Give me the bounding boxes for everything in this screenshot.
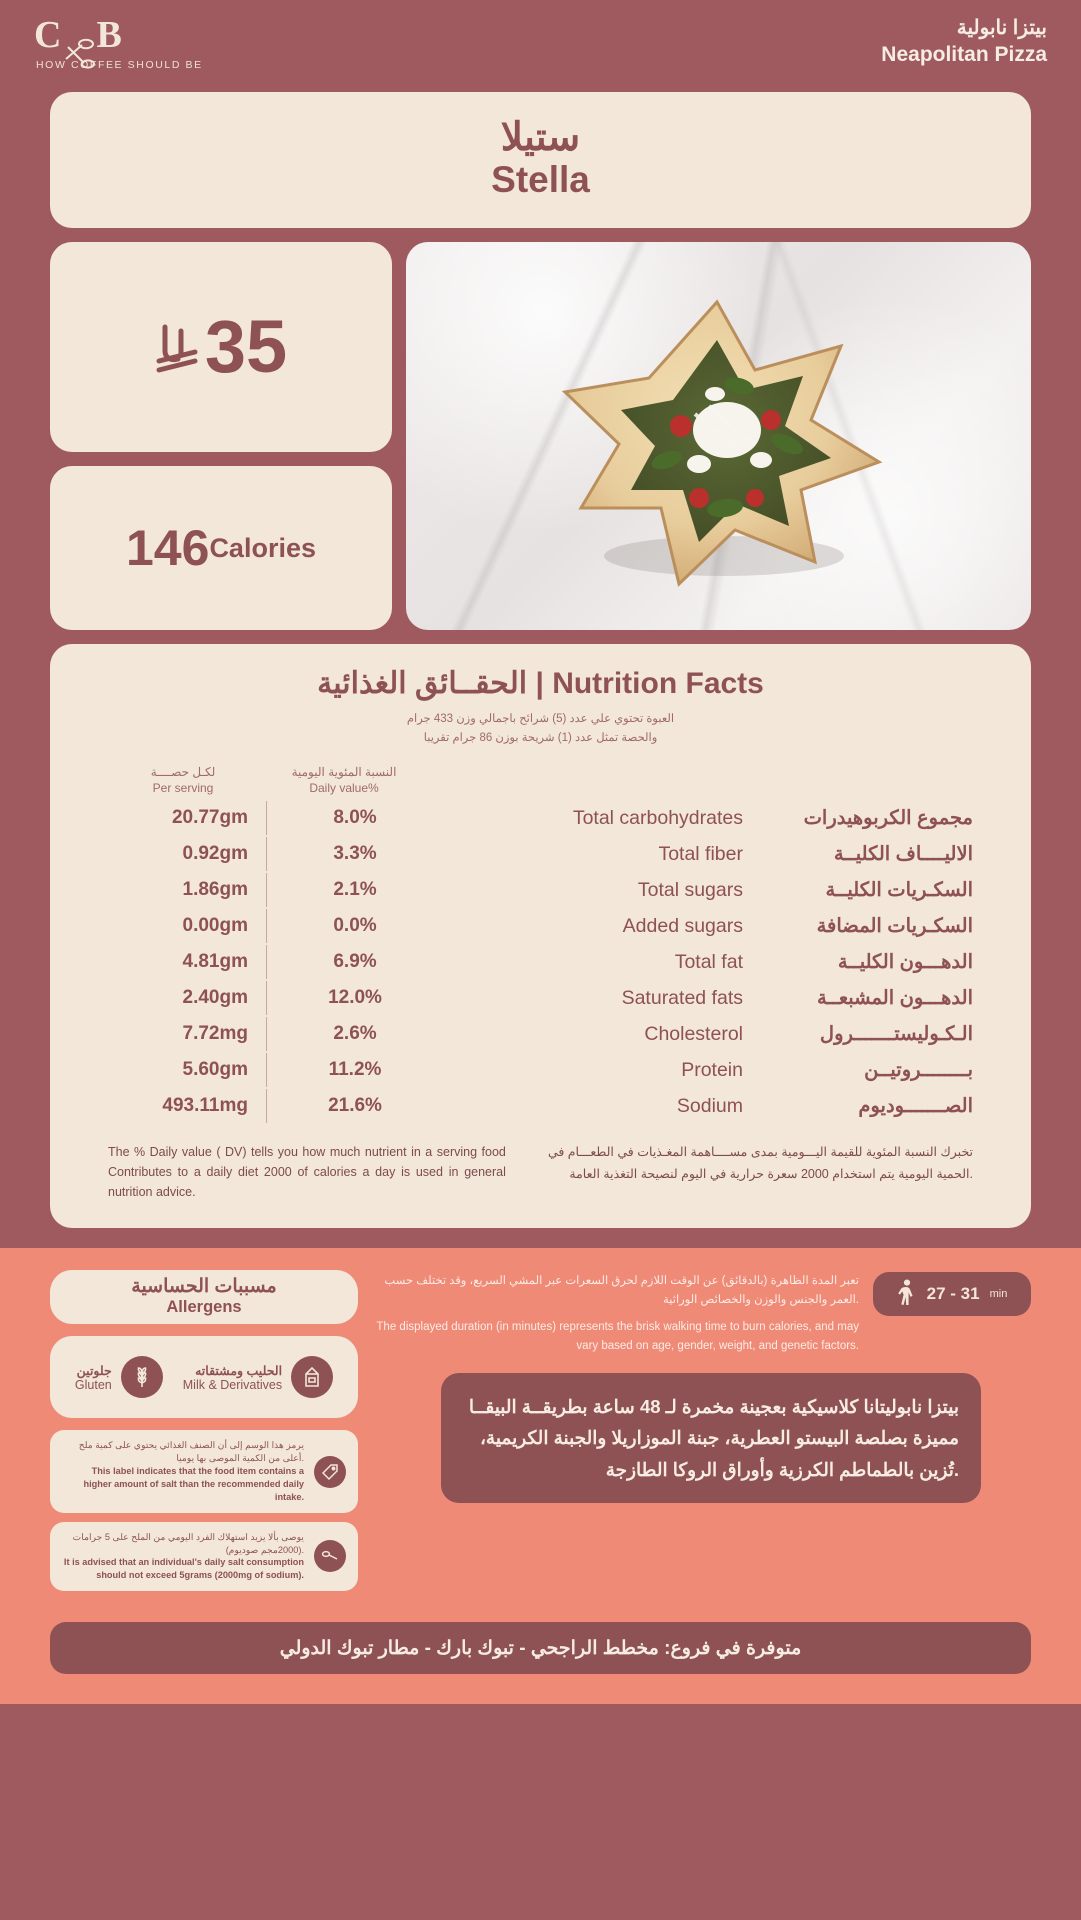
cell-nutrient-ar: الدهـــون المشبعــة — [816, 987, 973, 1010]
allergens-section — [0, 1248, 1081, 1704]
walking-person-icon — [897, 1279, 917, 1310]
column-divider — [266, 837, 267, 871]
cell-nutrient-en: Sodium — [676, 1094, 743, 1117]
cell-nutrient-en: Total fat — [674, 950, 743, 973]
allergen-gluten-en: Gluten — [74, 1377, 112, 1392]
header-per-serving — [108, 764, 258, 796]
milk-carton-icon — [291, 1356, 333, 1398]
table-row — [108, 800, 973, 836]
price-value: 35 — [204, 305, 288, 388]
cell-nutrient-ar: السكـريات المضافة — [816, 915, 973, 938]
table-row — [108, 872, 973, 908]
wheat-icon — [121, 1356, 163, 1398]
category-en: Neapolitan Pizza — [881, 42, 1047, 66]
nutrition-title-en: Nutrition Facts — [552, 667, 764, 700]
walking-row — [370, 1272, 1031, 1355]
nutrition-table-body — [50, 800, 1031, 1124]
logo-letter-c: C — [34, 14, 63, 56]
price-calories-photo-row — [50, 242, 1031, 630]
cell-serving: 2.40gm — [182, 987, 248, 1009]
product-photo — [406, 242, 1031, 630]
cell-daily-value: 2.6% — [333, 1023, 377, 1045]
cell-daily-value: 11.2% — [328, 1059, 382, 1081]
table-row — [108, 980, 973, 1016]
allergen-gluten-ar: جلوتين — [76, 1363, 112, 1378]
cell-serving: 0.92gm — [182, 843, 248, 865]
allergen-milk-ar: الحليب ومشتقاته — [195, 1363, 283, 1378]
allergens-walking-row — [0, 1270, 1081, 1600]
saudi-riyal-icon — [155, 321, 199, 373]
cell-nutrient-en: Protein — [681, 1058, 743, 1081]
column-divider — [266, 1017, 267, 1051]
cell-serving: 493.11mg — [162, 1095, 248, 1117]
nutrition-title — [50, 666, 1031, 701]
table-row — [108, 836, 973, 872]
salt-note-limit-text — [62, 1531, 304, 1583]
header-per-serving-ar: لكـل حصــــة — [150, 764, 216, 779]
cell-nutrient-ar: مجموع الكربوهيدرات — [803, 807, 973, 830]
table-row — [108, 944, 973, 980]
nutrition-table-header — [50, 764, 1031, 796]
cell-serving: 4.81gm — [182, 951, 248, 973]
price-calories-column — [50, 242, 392, 630]
daily-value-note-ar: تخبرك النسبة المئوية للقيمة اليـــومية بمدى مســــاهمة المغـذيات في الطعـــام في الحمية اليومية يتم استخدام 2000 سعرة حرارية في اليوم لنصيحة التغذية العامة. — [547, 1145, 973, 1181]
cell-nutrient-en: Total carbohydrates — [572, 806, 743, 829]
branches-bar: متوفرة في فروع: مخطط الراجحي - تبوك بارك - مطار تبوك الدولي — [50, 1622, 1031, 1674]
allergen-milk-en: Milk & Derivatives — [182, 1377, 283, 1392]
cell-daily-value: 21.6% — [328, 1095, 382, 1117]
cell-nutrient-ar: الـكـوليستـــــــرول — [819, 1023, 973, 1046]
allergens-title-card — [50, 1270, 358, 1324]
allergen-gluten-labels — [75, 1363, 112, 1392]
nutrition-subtitle-line1: العبوة تحتوي علي عدد (5) شرائح باجمالي وزن 433 جرام — [406, 713, 675, 725]
walking-time-value: 27 - 31 — [926, 1284, 980, 1304]
walking-time-unit: min — [989, 1288, 1008, 1301]
allergens-items-card — [50, 1336, 358, 1418]
cell-serving: 5.60gm — [182, 1059, 248, 1081]
salt-note-high-en: This label indicates that the food item contains a higher amount of salt than the recommended daily intake. — [83, 1466, 304, 1502]
header-daily-value — [259, 764, 429, 796]
coffee-scoop-icon — [62, 37, 96, 71]
logo-tagline: HOW COFFEE SHOULD BE — [36, 59, 203, 71]
column-divider — [266, 1053, 267, 1087]
column-divider — [266, 801, 267, 835]
cell-serving: 7.72mg — [182, 1023, 248, 1045]
allergens-title-ar: مسببات الحساسية — [131, 1275, 277, 1297]
calories-value: 146 — [126, 520, 210, 576]
salt-note-high — [50, 1430, 358, 1512]
cell-serving: 0.00gm — [182, 915, 248, 937]
table-row — [108, 1016, 973, 1052]
calories-card — [50, 466, 392, 630]
salt-note-high-text — [62, 1439, 304, 1503]
cell-nutrient-ar: السكـريات الكليــة — [825, 879, 973, 902]
category-ar: بيتزا نابولية — [956, 17, 1047, 39]
walking-column — [370, 1270, 1031, 1503]
allergens-column — [50, 1270, 358, 1600]
cell-daily-value: 6.9% — [333, 951, 377, 973]
allergens-title-en: Allergens — [166, 1297, 242, 1316]
cell-nutrient-en: Saturated fats — [621, 986, 743, 1009]
allergen-milk — [183, 1356, 333, 1398]
star-pizza-illustration — [549, 294, 889, 594]
header-per-serving-en: Per serving — [152, 781, 214, 796]
salt-note-limit-ar: يوصى بألا يزيد استهلاك الفرد اليومي من الملح على 5 جرامات (2000مجم صوديوم). — [72, 1531, 304, 1555]
cell-nutrient-ar: الصـــــــوديوم — [858, 1095, 973, 1118]
walking-notes — [370, 1272, 859, 1355]
product-description: بيتزا نابوليتانا كلاسيكية بعجينة مخمرة لـ 48 ساعة بطريقــة البيقــا مميزة بصلصة البيستو العطرية، جبنة الموزاريلا والجبنة الكريمية، تُزين بالطماطم الكرزية وأوراق الروكا الطازجة. — [441, 1373, 981, 1503]
nutrition-notes — [50, 1124, 1031, 1202]
logo-mark — [34, 16, 203, 54]
salt-tag-icon — [314, 1456, 346, 1488]
category-block — [881, 16, 1047, 68]
cell-nutrient-ar: الدهـــون الكليــة — [837, 951, 973, 974]
cell-daily-value: 3.3% — [333, 843, 377, 865]
salt-spoon-icon — [314, 1540, 346, 1572]
nutrition-facts-card — [50, 644, 1031, 1228]
cell-nutrient-en: Added sugars — [622, 914, 743, 937]
walking-note-en: The displayed duration (in minutes) represents the brisk walking time to burn calories, and may vary based on age, gender, weight, and genetic factors. — [376, 1321, 859, 1352]
column-divider — [266, 909, 267, 943]
bottom-strip — [0, 1704, 1081, 1722]
salt-note-limit — [50, 1522, 358, 1592]
price-card — [50, 242, 392, 452]
nutrition-subtitle-line2: والحصة تمثل عدد (1) شريحة بوزن 86 جرام تقريبا — [423, 731, 658, 744]
cell-daily-value: 0.0% — [333, 915, 377, 937]
column-divider — [266, 981, 267, 1015]
cell-daily-value: 2.1% — [333, 879, 377, 901]
salt-note-limit-en: It is advised that an individual's daily salt consumption should not exceed 5grams (2000mg of sodium). — [63, 1557, 304, 1581]
column-divider — [266, 945, 267, 979]
cell-nutrient-ar: الاليــــاف الكليــة — [833, 843, 973, 866]
header-daily-value-ar: النسبة المئوية اليومية — [291, 764, 397, 779]
page-header — [0, 0, 1081, 88]
cell-serving: 20.77gm — [171, 807, 248, 829]
nutrition-title-separator: | — [535, 667, 544, 700]
cell-nutrient-en: Cholesterol — [644, 1022, 743, 1045]
allergen-gluten — [75, 1356, 163, 1398]
column-divider — [266, 873, 267, 907]
cell-nutrient-ar: بــــــــروتيــن — [864, 1059, 973, 1082]
daily-value-note-en: The % Daily value ( DV) tells you how much nutrient in a serving food Contributes to a daily diet 2000 of calories a day is used in general nutrition advice. — [108, 1145, 506, 1200]
walking-time-badge — [873, 1272, 1031, 1316]
cell-nutrient-en: Total sugars — [637, 878, 743, 901]
table-row — [108, 1088, 973, 1124]
brand-logo — [34, 16, 203, 71]
cell-daily-value: 12.0% — [328, 987, 382, 1009]
salt-note-high-ar: يرمز هذا الوسم إلى أن الصنف الغذائي يحتوي على كمية ملح أعلى من الكمية الموصى بها يوميا. — [78, 1440, 304, 1464]
product-name-en: Stella — [491, 159, 590, 201]
allergen-milk-labels — [183, 1363, 282, 1392]
calories-label: Calories — [209, 532, 316, 563]
nutrition-subtitle — [50, 710, 1031, 748]
cell-daily-value: 8.0% — [333, 807, 377, 829]
cell-nutrient-en: Total fiber — [658, 842, 743, 865]
cell-serving: 1.86gm — [182, 879, 248, 901]
walking-note-ar: تعبر المدة الظاهرة (بالدقائق) عن الوقت اللازم لحرق السعرات عبر المشي السريع، وقد تختلف حسب العمر والجنس والوزن والخصائص الوراثية. — [384, 1275, 859, 1307]
product-title-card — [50, 92, 1031, 228]
nutrition-title-ar: الحقــائق الغذائية — [317, 667, 528, 700]
header-daily-value-en: Daily value% — [309, 781, 379, 796]
salt-notes — [50, 1430, 358, 1591]
table-row — [108, 1052, 973, 1088]
column-divider — [266, 1089, 267, 1123]
product-name-ar: ستيلا — [500, 116, 581, 160]
logo-letter-b: B — [96, 14, 123, 56]
table-row — [108, 908, 973, 944]
